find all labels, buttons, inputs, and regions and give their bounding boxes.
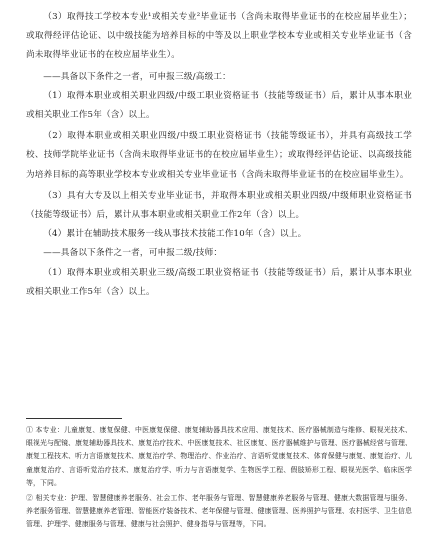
paragraph-3-intermediate-condition: （3）取得技工学校本专业¹或相关专业²毕业证书（含尚未取得毕业证书的在校应届毕业生）；或取得经评估论证、以中级技能为培养目标的中等及以上职业学校本专业或相关专业毕业证书（含尚未取得毕业证书的在校应届毕业生）。 — [26, 12, 412, 61]
technician-level-heading: ——具备以下条件之一者，可申报二级/技师： — [43, 248, 223, 259]
technician-condition-1: （1）取得本职业或相关职业三级/高级工职业资格证书（技能等级证书）后，累计从事本职业或相关职业工作5年（含）以上。 — [26, 267, 412, 297]
footnote-divider — [26, 418, 122, 419]
footnote-1-major: ① 本专业：儿童康复、康复保健、中医康复保健、康复辅助器具技术应用、康复技术、医疗器械制造与维修、眼视光技术、眼视光与配镜、康复辅助器具技术、康复治疗技术、中医康复技术、社区康复、医疗器械维护与管理、医疗器械经营与管理、康复工程技术、听力言语康复技术、康复治疗学、物理治疗、作业治疗、言语听觉康复技术、体育保健与康复、康复治疗、儿童康复治疗、言语听觉治疗技术、康复治疗学、听力与言语康复学、生物医学工程、假肢矫形工程、眼视光医学、临床医学等，下同。 — [26, 426, 412, 487]
senior-condition-2: （2）取得本职业或相关职业四级/中级工职业资格证书（技能等级证书），并具有高级技工学校、技师学院毕业证书（含尚未取得毕业证书的在校应届毕业生）；或取得经评估论证、以高级技能为培养目标的高等职业学校本专业或相关专业毕业证书（含尚未取得毕业证书的在校应届毕业生）。 — [26, 131, 412, 180]
footnotes — [26, 424, 412, 534]
footnote-2-related-major: ② 相关专业：护理、智慧健康养老服务、社会工作、老年服务与管理、智慧健康养老服务与管理、健康大数据管理与服务、养老服务管理、智慧健康养老管理、智能医疗装备技术、老年保健与管理、健康管理、医养照护与管理、农村医学、卫生信息管理、护理学、健康服务与管理、健康与社会照护、健身指导与管理等，下同。 — [26, 494, 412, 529]
senior-condition-3: （3）具有大专及以上相关专业毕业证书，并取得本职业或相关职业四级/中级师职业资格证书（技能等级证书）后，累计从事本职业或相关职业工作2年（含）以上。 — [26, 190, 412, 221]
senior-condition-1: （1）取得本职业或相关职业四级/中级工职业资格证书（技能等级证书）后，累计从事本职业或相关职业工作5年（含）以上。 — [26, 90, 412, 121]
senior-condition-4: （4）累计在辅助技术服务一线从事技术技能工作10年（含）以上。 — [43, 229, 307, 240]
senior-level-heading: ——具备以下条件之一者，可申报三级/高级工： — [43, 71, 231, 82]
